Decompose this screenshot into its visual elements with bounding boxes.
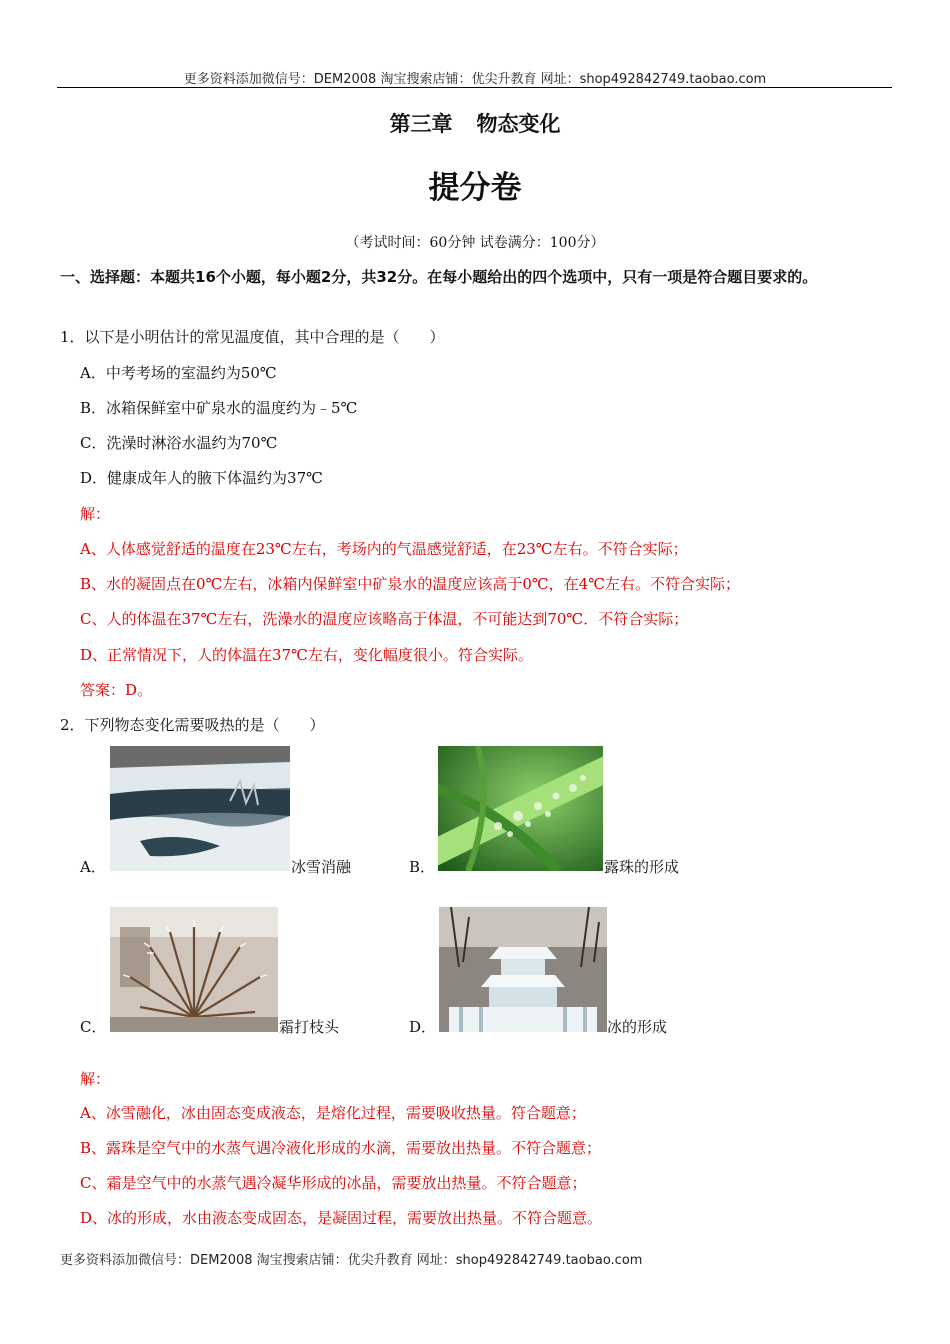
header-divider xyxy=(57,87,892,88)
question-2-solution-label: 解： xyxy=(80,1070,111,1088)
question-2-analysis-a: A、冰雪融化，冰由固态变成液态，是熔化过程，需要吸收热量。符合题意； xyxy=(80,1104,586,1122)
ice-sculpture-image xyxy=(439,907,607,1032)
question-1-analysis-b: B、水的凝固点在0℃左右，冰箱内保鲜室中矿泉水的温度应该高于0℃，在4℃左右。不符合实际； xyxy=(80,575,740,593)
question-2-analysis-b: B、露珠是空气中的水蒸气遇冷液化形成的水滴，需要放出热量。不符合题意； xyxy=(80,1139,602,1157)
question-2-option-a-caption: 冰雪消融 xyxy=(291,858,352,876)
question-1-analysis-c: C、人的体温在37℃左右，洗澡水的温度应该略高于体温，不可能达到70℃．不符合实际； xyxy=(80,610,689,628)
question-1-option-a: A．中考考场的室温约为50℃ xyxy=(80,364,277,382)
frost-on-branches-image xyxy=(110,907,278,1032)
melting-snow-image xyxy=(110,746,290,871)
page-header: 更多资料添加微信号：DEM2008 淘宝搜索店铺：优尖升教育 网址：shop492842749.taobao.com xyxy=(183,72,767,87)
chapter-name: 物态变化 xyxy=(476,112,561,136)
question-2-option-a-letter: A． xyxy=(80,858,106,876)
question-1-analysis-d: D、正常情况下，人的体温在37℃左右，变化幅度很小。符合实际。 xyxy=(80,646,533,664)
chapter-title xyxy=(0,108,950,138)
question-2-option-d-caption: 冰的形成 xyxy=(607,1018,668,1036)
question-2-option-b-letter: B． xyxy=(409,858,436,876)
question-1-option-d: D．健康成年人的腋下体温约为37℃ xyxy=(80,469,323,487)
chapter-number: 第三章 xyxy=(389,112,453,136)
question-1-stem: 1．以下是小明估计的常见温度值，其中合理的是（ ） xyxy=(60,328,445,346)
question-2-option-d-letter: D． xyxy=(409,1018,437,1036)
page-title: 提分卷 xyxy=(428,170,522,206)
question-1-analysis-a: A、人体感觉舒适的温度在23℃左右，考场内的气温感觉舒适，在23℃左右。不符合实际； xyxy=(80,540,688,558)
question-2-analysis-d: D、冰的形成，水由液态变成固态，是凝固过程，需要放出热量。不符合题意。 xyxy=(80,1209,603,1227)
question-1-solution-label: 解： xyxy=(80,505,111,523)
question-2-stem: 2．下列物态变化需要吸热的是（ ） xyxy=(60,716,325,734)
page-footer: 更多资料添加微信号：DEM2008 淘宝搜索店铺：优尖升教育 网址：shop492842749.taobao.com xyxy=(60,1253,643,1268)
question-1-answer: 答案：D。 xyxy=(80,681,153,699)
exam-info: （考试时间：60分钟 试卷满分：100分） xyxy=(345,235,605,251)
question-1-option-b: B．冰箱保鲜室中矿泉水的温度约为﹣5℃ xyxy=(80,399,358,417)
question-2-option-b-caption: 露珠的形成 xyxy=(604,858,680,876)
section-heading: 一、选择题：本题共16个小题，每小题2分，共32分。在每小题给出的四个选项中，只有一项是符合题目要求的。 xyxy=(60,268,818,286)
question-2-option-c-caption: 霜打枝头 xyxy=(279,1018,340,1036)
question-2-option-c-letter: C． xyxy=(80,1018,107,1036)
question-1-option-c: C．洗澡时淋浴水温约为70℃ xyxy=(80,434,278,452)
dew-on-grass-image xyxy=(438,746,603,871)
question-2-analysis-c: C、霜是空气中的水蒸气遇冷凝华形成的冰晶，需要放出热量。不符合题意； xyxy=(80,1174,587,1192)
